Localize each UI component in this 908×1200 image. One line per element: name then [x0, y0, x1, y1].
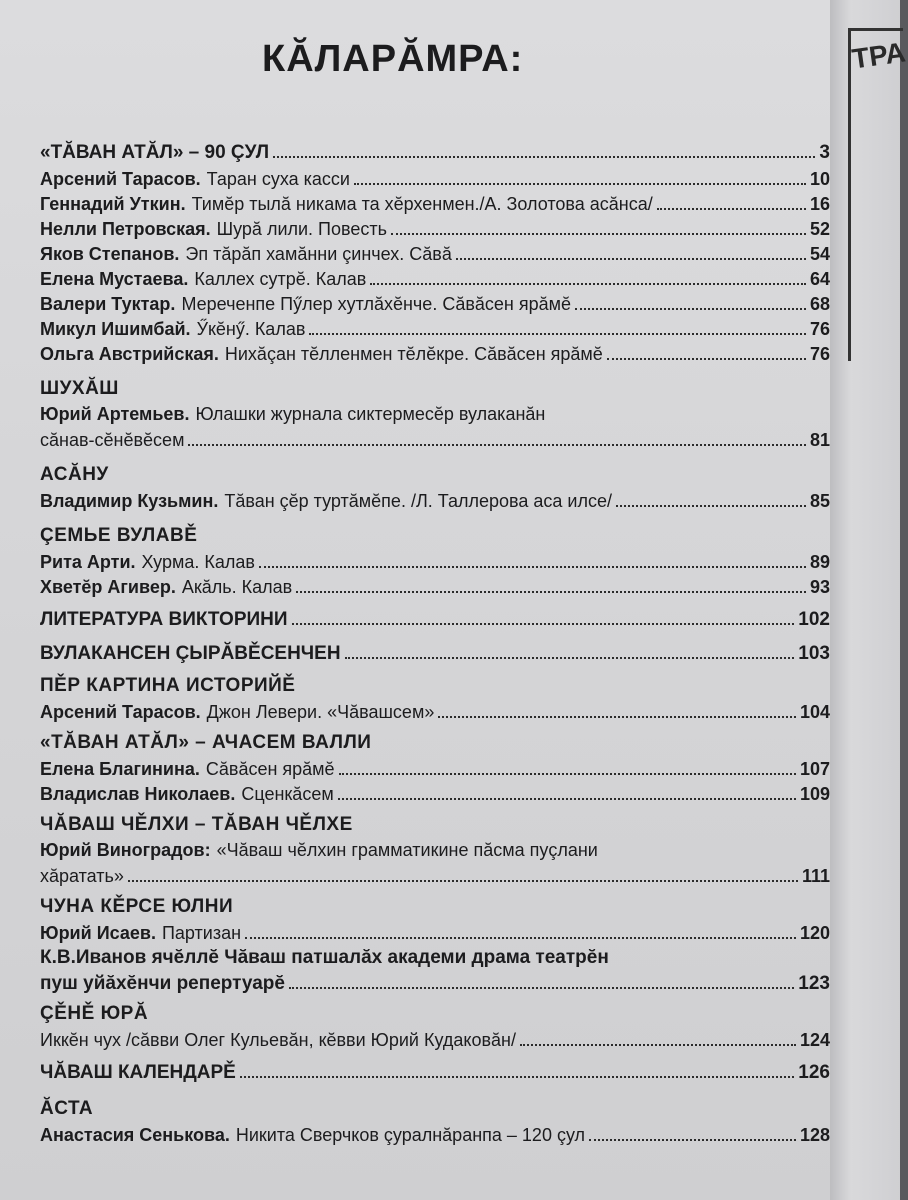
entry-title: Ӳкĕнӳ. Калав — [196, 319, 306, 339]
entry-title: Мереченпе Пӳлер хутлăхĕнче. Сăвăсен ярăмĕ — [181, 294, 572, 314]
page-number: 104 — [799, 702, 830, 722]
leader-dots — [245, 920, 796, 939]
toc-section-90-years — [40, 138, 830, 166]
toc-entry-line1: К.В.Иванов ячĕллĕ Чăваш патшалăх академи драма театрĕн — [40, 947, 609, 968]
entry-title: Тăван çĕр туртăмĕпе. /Л. Таллерова аса илсе/ — [224, 491, 612, 511]
leader-dots — [391, 216, 806, 235]
adjacent-page-heading: ТРА — [850, 36, 908, 75]
section-title: ЧĂВАШ ЧĚЛХИ – ТĂВАН ЧĚЛХЕ — [40, 814, 353, 835]
adjacent-page-frame — [848, 28, 903, 361]
toc-entry-line2 — [40, 970, 830, 995]
page-number: 109 — [799, 784, 830, 804]
page-number: 81 — [809, 430, 830, 450]
entry-title: Никита Сверчков çуралнăранпа – 120 çул — [235, 1125, 586, 1145]
page-number: 10 — [809, 169, 830, 189]
page-number: 107 — [799, 759, 830, 779]
leader-dots — [616, 488, 806, 507]
entry-title-cont: сăнав-сĕнĕвĕсем — [40, 430, 185, 450]
entry-author: Рита Арти. — [40, 552, 136, 572]
entry-title: Шурă лили. Повесть — [216, 219, 388, 239]
toc-entry — [40, 1027, 830, 1052]
page-number: 76 — [809, 319, 830, 339]
entry-author: Юрий Артемьев. — [40, 404, 190, 424]
toc-section-literature — [40, 605, 830, 633]
toc-entry — [40, 781, 830, 806]
leader-dots — [296, 574, 806, 593]
section-title: ÇĚНĚ ЮРĂ — [40, 1003, 149, 1024]
entry-author: Юрий Исаев. — [40, 923, 156, 943]
entry-title: Иккĕн чух /сăвви Олег Кульевăн, кĕвви Юрий Кудаковăн/ — [40, 1030, 516, 1050]
toc-entry — [40, 549, 830, 574]
page-number: 89 — [809, 552, 830, 572]
leader-dots — [456, 241, 806, 260]
entry-author: Арсений Тарасов. — [40, 702, 201, 722]
toc-entry — [40, 756, 830, 781]
entry-title: Тимĕр тылă никама та хĕрхенмен./А. Золотова асăнса/ — [191, 194, 653, 214]
page-number: 76 — [809, 344, 830, 364]
entry-author: Елена Мустаева. — [40, 269, 189, 289]
page-number: 52 — [809, 219, 830, 239]
entry-author: Елена Благинина. — [40, 759, 200, 779]
page-number: 85 — [809, 491, 830, 511]
entry-author: Анастасия Сенькова. — [40, 1125, 230, 1145]
section-title: «ТĂВАН АТĂЛ» – АЧАСЕМ ВАЛЛИ — [40, 732, 372, 753]
page-number: 120 — [799, 923, 830, 943]
entry-title-cont: хăратать» — [40, 866, 124, 886]
leader-dots — [575, 291, 806, 310]
entry-title: «Чăваш чĕлхин грамматикине пăсма пуçлани — [216, 840, 598, 860]
toc-section-readers — [40, 639, 830, 667]
page-number: 123 — [798, 973, 830, 994]
page-number: 64 — [809, 269, 830, 289]
section-title: ÇЕМЬЕ ВУЛАВĚ — [40, 525, 198, 546]
leader-dots — [259, 549, 806, 568]
page-number: 68 — [809, 294, 830, 314]
entry-title: Юлашки журнала сиктермесĕр вулаканăн — [195, 404, 546, 424]
leader-dots — [370, 266, 806, 285]
entry-author: Арсений Тарасов. — [40, 169, 201, 189]
adjacent-page-edge — [830, 0, 908, 1200]
entry-title-cont: пуш уйăхĕнчи репертуарĕ — [40, 973, 285, 994]
entry-title: Нихăçан тĕлленмен тĕлĕкре. Сăвăсен ярăмĕ — [224, 344, 603, 364]
leader-dots — [657, 191, 806, 210]
page-number: 3 — [819, 142, 830, 163]
entry-author: Яков Степанов. — [40, 244, 180, 264]
entry-title: Акăль. Калав — [181, 577, 293, 597]
leader-dots — [589, 1122, 796, 1141]
section-title: ЧĂВАШ КАЛЕНДАРĚ — [40, 1062, 236, 1083]
toc-entry — [40, 216, 830, 241]
toc-entry — [40, 241, 830, 266]
section-title: ĂСТА — [40, 1098, 94, 1119]
page-number: 128 — [799, 1125, 830, 1145]
entry-author: Владимир Кузьмин. — [40, 491, 219, 511]
toc-entry-line2 — [40, 863, 830, 888]
page-number: 103 — [798, 643, 830, 664]
leader-dots — [339, 756, 796, 775]
section-title: ЛИТЕРАТУРА ВИКТОРИНИ — [40, 609, 288, 630]
entry-author: Валери Туктар. — [40, 294, 176, 314]
toc-entry — [40, 266, 830, 291]
entry-title: Джон Левери. «Чăвашсем» — [206, 702, 435, 722]
entry-title: Каллех сутрĕ. Калав — [194, 269, 367, 289]
entry-author: Ольга Австрийская. — [40, 344, 219, 364]
leader-dots — [345, 639, 795, 659]
toc-entry — [40, 488, 830, 513]
table-of-contents — [40, 138, 830, 1147]
section-title: АСĂНУ — [40, 464, 109, 485]
page-number: 54 — [809, 244, 830, 264]
toc-entry-line1 — [40, 838, 830, 863]
toc-entry — [40, 316, 830, 341]
toc-entry — [40, 291, 830, 316]
page-number: 126 — [798, 1062, 830, 1083]
section-title: «ТĂВАН АТĂЛ» – 90 ÇУЛ — [40, 142, 270, 163]
page-number: 16 — [809, 194, 830, 214]
toc-entry-line1 — [40, 402, 830, 427]
toc-entry — [40, 699, 830, 724]
leader-dots — [240, 1058, 794, 1078]
leader-dots — [309, 316, 806, 335]
leader-dots — [128, 863, 798, 882]
leader-dots — [273, 138, 815, 158]
entry-author: Геннадий Уткин. — [40, 194, 186, 214]
entry-author: Хветĕр Агивер. — [40, 577, 176, 597]
toc-entry — [40, 341, 830, 366]
entry-author: Владислав Николаев. — [40, 784, 236, 804]
entry-title: Таран суха касси — [206, 169, 350, 189]
page-number: 93 — [809, 577, 830, 597]
toc-entry — [40, 191, 830, 216]
toc-entry — [40, 574, 830, 599]
toc-section-calendar — [40, 1058, 830, 1086]
leader-dots — [338, 781, 796, 800]
leader-dots — [607, 341, 806, 360]
entry-author: Микул Ишимбай. — [40, 319, 191, 339]
leader-dots — [289, 970, 794, 989]
leader-dots — [520, 1027, 796, 1046]
entry-author: Юрий Виноградов: — [40, 840, 211, 860]
section-title: ВУЛАКАНСЕН ÇЫРĂВĚСЕНЧЕН — [40, 643, 341, 664]
entry-title: Сценкăсем — [241, 784, 334, 804]
section-title: ЧУНА КĚРСЕ ЮЛНИ — [40, 896, 234, 917]
toc-entry — [40, 1122, 830, 1147]
page-number: 102 — [798, 609, 830, 630]
entry-title: Сăвăсен ярăмĕ — [205, 759, 335, 779]
entry-title: Хурма. Калав — [141, 552, 255, 572]
entry-title: Партизан — [161, 923, 242, 943]
leader-dots — [292, 605, 795, 625]
leader-dots — [354, 166, 806, 185]
toc-entry — [40, 920, 830, 945]
toc-entry-line2 — [40, 427, 830, 452]
leader-dots — [438, 699, 796, 718]
page-number: 124 — [799, 1030, 830, 1050]
entry-author: Нелли Петровская. — [40, 219, 211, 239]
entry-title: Эп тăрăп хамăнни çинчех. Сăвă — [185, 244, 452, 264]
page-number: 111 — [801, 866, 830, 886]
toc-entry — [40, 166, 830, 191]
page-title: КĂЛАРĂМРА: — [262, 38, 524, 80]
leader-dots — [188, 427, 806, 446]
section-title: ШУХĂШ — [40, 378, 119, 399]
section-title: ПĚР КАРТИНА ИСТОРИЙĚ — [40, 675, 296, 696]
